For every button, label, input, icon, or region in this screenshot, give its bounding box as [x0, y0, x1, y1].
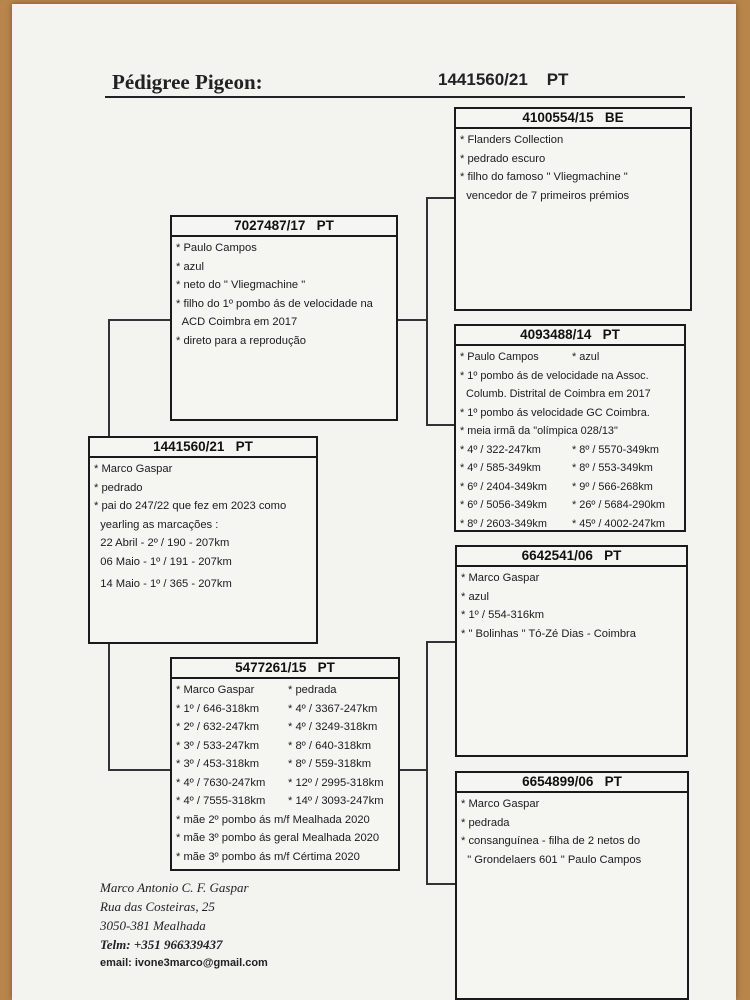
maternal-grandmother-line: * consanguínea - filha de 2 netos do — [461, 835, 641, 847]
paternal-grandmother-pair-left: * 8º / 2603-349km — [460, 517, 547, 530]
paternal-grandfather-line: * filho do famoso " Vliegmachine " — [460, 171, 628, 183]
mother-pair-row — [176, 700, 394, 719]
father-line: * filho do 1º pombo ás de velocidade na — [176, 297, 373, 310]
maternal-grandfather-card — [455, 545, 688, 757]
paternal-grandfather-line: * pedrado escuro — [460, 152, 546, 165]
father-line: * azul — [176, 260, 204, 273]
paternal-grandmother-pair-left: * 4º / 585-349km — [460, 462, 541, 474]
paternal-grandfather-ring: 4100554/15 BE — [456, 109, 690, 129]
breeder-city: 3050-381 Mealhada — [100, 918, 206, 933]
paternal-grandfather-line: vencedor de 7 primeiros prémios — [460, 189, 630, 202]
breeder-email: email: ivone3marco@gmail.com — [100, 957, 268, 969]
mother-pair-left: * 1º / 646-318km — [176, 702, 260, 715]
connector-father-stub — [398, 319, 428, 321]
connector-mf-mm-vertical — [426, 641, 428, 885]
connector-mother-stub — [398, 769, 428, 771]
paternal-grandmother-top-row — [460, 348, 680, 367]
paternal-grandmother-line: Columb. Distrital de Coimbra em 2017 — [460, 388, 651, 400]
connector-father-vertical — [108, 319, 110, 441]
mother-pair-left: * 3º / 533-247km — [176, 739, 260, 752]
paternal-grandmother-pair-row — [460, 515, 680, 534]
paternal-grandmother-pair-right: * 8º / 5570-349km — [572, 443, 659, 456]
paternal-grandmother-breeder: * Paulo Campos — [460, 351, 539, 363]
mother-pair-row — [176, 737, 394, 756]
paternal-grandmother-card — [454, 324, 686, 532]
mother-pair-row — [176, 718, 394, 737]
paternal-grandmother-pair-right: * 8º / 553-349km — [572, 462, 653, 474]
paternal-grandmother-ring: 4093488/14 PT — [456, 326, 684, 346]
breeder-phone: Telm: +351 966339437 — [100, 937, 223, 952]
maternal-grandmother-card — [455, 771, 689, 1000]
mother-pair-right: * 14º / 3093-247km — [288, 795, 384, 807]
connector-ff-horizontal — [426, 197, 456, 199]
father-line: * Paulo Campos — [176, 242, 257, 254]
paternal-grandmother-pair-left: * 6º / 5056-349km — [460, 499, 547, 511]
connector-fm-horizontal — [426, 424, 456, 426]
mother-pair-left: * 3º / 453-318km — [176, 758, 260, 770]
mother-line: * mãe 3º pombo ás m/f Cértima 2020 — [176, 850, 360, 863]
breeder-name: Marco Antonio C. F. Gaspar — [100, 880, 249, 895]
paternal-grandmother-line: * 1º pombo ás velocidade GC Coimbra. — [460, 406, 650, 419]
paternal-grandfather-card — [454, 107, 692, 311]
connector-mf-horizontal — [426, 641, 456, 643]
paternal-grandmother-line: * meia irmã da "olímpica 028/13" — [460, 425, 618, 437]
mother-pair-row — [176, 755, 394, 774]
paternal-grandmother-pair-right: * 26º / 5684-290km — [572, 499, 665, 511]
mother-line: * mãe 3º pombo ás geral Mealhada 2020 — [176, 832, 380, 844]
connector-mother-horizontal — [108, 769, 170, 771]
maternal-grandmother-line: * pedrada — [461, 816, 510, 829]
mother-ring: 5477261/15 PT — [172, 659, 398, 679]
maternal-grandfather-ring: 6642541/06 PT — [457, 547, 686, 567]
mother-pair-left: * 4º / 7555-318km — [176, 795, 266, 807]
paternal-grandmother-color: * azul — [572, 351, 600, 363]
mother-pair-row — [176, 792, 394, 811]
mother-pair-right: * pedrada — [288, 684, 337, 696]
paternal-grandmother-pair-left: * 6º / 2404-349km — [460, 480, 547, 493]
paternal-grandmother-pair-row — [460, 478, 680, 497]
mother-pair-left: * 2º / 632-247km — [176, 721, 260, 733]
mother-card — [170, 657, 400, 871]
maternal-grandmother-line: " Grondelaers 601 " Paulo Campos — [461, 853, 642, 866]
pedigree-sheet — [12, 4, 736, 1000]
paternal-grandmother-pair-left: * 4º / 322-247km — [460, 443, 541, 456]
paternal-grandmother-line: * 1º pombo ás de velocidade na Assoc. — [460, 369, 649, 382]
mother-pair-right: * 4º / 3367-247km — [288, 702, 378, 715]
mother-pair-row — [176, 774, 394, 793]
main-bird-line: * Marco Gaspar — [94, 463, 173, 475]
paternal-grandmother-pair-row — [460, 496, 680, 515]
mother-line: * mãe 2º pombo ás m/f Mealhada 2020 — [176, 813, 370, 826]
breeder-contact — [100, 878, 268, 973]
connector-ff-fm-vertical — [426, 197, 428, 425]
main-bird-line: 06 Maio - 1º / 191 - 207km — [94, 555, 232, 568]
paternal-grandmother-pair-right: * 9º / 566-268km — [572, 480, 653, 493]
mother-pair-right: * 12º / 2995-318km — [288, 776, 384, 789]
paternal-grandmother-pair-row — [460, 441, 680, 460]
maternal-grandmother-line: * Marco Gaspar — [461, 798, 540, 810]
maternal-grandfather-line: * Marco Gaspar — [461, 572, 540, 584]
mother-pair-right: * 8º / 640-318km — [288, 739, 372, 752]
mother-pair-right: * 8º / 559-318km — [288, 758, 372, 770]
mother-pair-left: * Marco Gaspar — [176, 684, 255, 696]
mother-pair-row — [176, 681, 394, 700]
father-line: ACD Coimbra em 2017 — [176, 316, 298, 328]
main-bird-line: * pedrado — [94, 481, 143, 494]
main-bird-card — [88, 436, 318, 644]
maternal-grandfather-line: * 1º / 554-316km — [461, 609, 545, 621]
father-card — [170, 215, 398, 421]
paternal-grandfather-line: * Flanders Collection — [460, 134, 564, 146]
breeder-street: Rua das Costeiras, 25 — [100, 899, 215, 914]
main-bird-line: 22 Abril - 2º / 190 - 207km — [94, 537, 230, 549]
maternal-grandmother-ring: 6654899/06 PT — [457, 773, 687, 793]
father-ring: 7027487/17 PT — [172, 217, 396, 237]
header-ring-number: 1441560/21 PT — [438, 70, 569, 89]
connector-mother-vertical — [108, 641, 110, 771]
father-line: * neto do " Vliegmachine " — [176, 279, 306, 291]
maternal-grandfather-line: * azul — [461, 590, 489, 603]
main-bird-line: 14 Maio - 1º / 365 - 207km — [94, 578, 232, 590]
main-bird-ring: 1441560/21 PT — [90, 438, 316, 458]
father-line: * direto para a reprodução — [176, 334, 306, 347]
header-divider — [105, 96, 685, 98]
main-bird-line: * pai do 247/22 que fez em 2023 como — [94, 500, 287, 512]
mother-pair-left: * 4º / 7630-247km — [176, 776, 266, 789]
connector-father-horizontal — [108, 319, 170, 321]
maternal-grandfather-line: * " Bolinhas " Tó-Zé Dias - Coimbra — [461, 627, 636, 640]
connector-mm-horizontal — [426, 883, 456, 885]
main-bird-line: yearling as marcações : — [94, 518, 219, 531]
paternal-grandmother-pair-row — [460, 459, 680, 478]
paternal-grandmother-pair-right: * 45º / 4002-247km — [572, 517, 665, 530]
page-title: Pédigree Pigeon: — [112, 70, 263, 94]
mother-pair-right: * 4º / 3249-318km — [288, 721, 378, 733]
